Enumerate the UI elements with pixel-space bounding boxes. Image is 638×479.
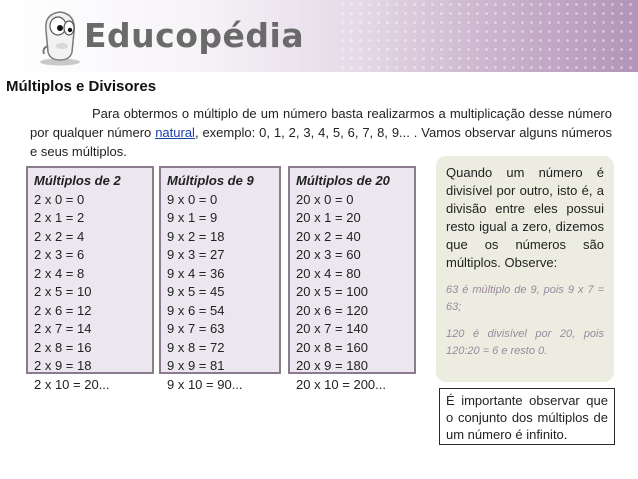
table-row: 9 x 8 = 72 xyxy=(167,339,225,355)
table-row: 2 x 9 = 18 xyxy=(34,358,92,373)
multiples-of-2-table xyxy=(26,166,154,392)
table-row: 20 x 7 = 140 xyxy=(296,321,368,336)
table-row: 2 x 4 = 8 xyxy=(34,265,85,281)
table-row: 9 x 9 = 81 xyxy=(167,358,225,373)
table-row: 20 x 1 = 20 xyxy=(296,210,361,225)
banner-pattern xyxy=(338,0,638,72)
table-row: 9 x 5 = 45 xyxy=(167,284,225,299)
table-row: 2 x 8 = 16 xyxy=(34,339,92,355)
mascot-icon xyxy=(34,6,86,66)
table-row: 9 x 1 = 9 xyxy=(167,210,218,225)
table-row: 2 x 1 = 2 xyxy=(34,210,85,225)
table-row: 20 x 6 = 120 xyxy=(296,302,368,318)
table-row: 2 x 7 = 14 xyxy=(34,321,92,336)
table-row: 9 x 7 = 63 xyxy=(167,321,225,336)
table-row: 2 x 10 = 20... xyxy=(34,376,110,392)
table-row: 2 x 2 = 4 xyxy=(34,228,85,244)
table-row: 9 x 4 = 36 xyxy=(167,265,225,281)
table-row: 9 x 6 = 54 xyxy=(167,302,225,318)
intro-text-start: Para obtermos o múltiplo de um número basta realizarmos a multiplicação desse número por qualquer número xyxy=(30,106,612,140)
intro-text-end: , exemplo: 0, 1, 2, 3, 4, 5, 6, 7, 8, 9... . Vamos observar alguns números e seus múltiplos. xyxy=(30,125,612,159)
callout-example-2: 120 é divisível por 20, pois 120:20 = 6 e resto 0. xyxy=(446,328,604,357)
header-banner xyxy=(0,0,638,72)
table-row: 20 x 9 = 180 xyxy=(296,358,368,373)
table-row: 9 x 2 = 18 xyxy=(167,228,225,244)
table-row: 20 x 10 = 200... xyxy=(296,376,386,392)
table-row: 9 x 10 = 90... xyxy=(167,376,243,392)
multiples-of-20-table xyxy=(288,166,416,392)
table-header: Múltiplos de 2 xyxy=(34,173,121,188)
callout-example-1: 63 é múltiplo de 9, pois 9 x 7 = 63; xyxy=(446,284,604,313)
callout-text: Quando um número é divisível por outro, isto é, a divisão entre eles possui resto igual a zero, dizemos que os números são múltiplos. Observe: xyxy=(446,165,604,270)
table-header: Múltiplos de 20 xyxy=(296,173,390,188)
page-title: Múltiplos e Divisores xyxy=(6,78,157,95)
table-row: 2 x 0 = 0 xyxy=(34,191,85,207)
logo-text[interactable]: Educopédia xyxy=(84,16,305,55)
table-row: 9 x 0 = 0 xyxy=(167,191,218,207)
table-row: 20 x 3 = 60 xyxy=(296,247,361,262)
table-row: 2 x 6 = 12 xyxy=(34,302,92,318)
intro-paragraph xyxy=(30,104,612,161)
table-row: 2 x 5 = 10 xyxy=(34,284,92,299)
table-row: 20 x 4 = 80 xyxy=(296,265,361,281)
multiples-of-9-table xyxy=(159,166,281,392)
table-row: 20 x 8 = 160 xyxy=(296,339,368,355)
natural-link[interactable]: natural xyxy=(155,125,195,140)
definition-callout xyxy=(436,156,614,382)
table-header: Múltiplos de 9 xyxy=(167,173,254,188)
table-row: 2 x 3 = 6 xyxy=(34,247,85,262)
table-row: 20 x 5 = 100 xyxy=(296,284,368,299)
table-row: 9 x 3 = 27 xyxy=(167,247,225,262)
table-row: 20 x 2 = 40 xyxy=(296,228,361,244)
table-row: 20 x 0 = 0 xyxy=(296,191,354,207)
infinite-note: É importante observar que o conjunto dos múltiplos de um número é infinito. xyxy=(439,388,615,445)
